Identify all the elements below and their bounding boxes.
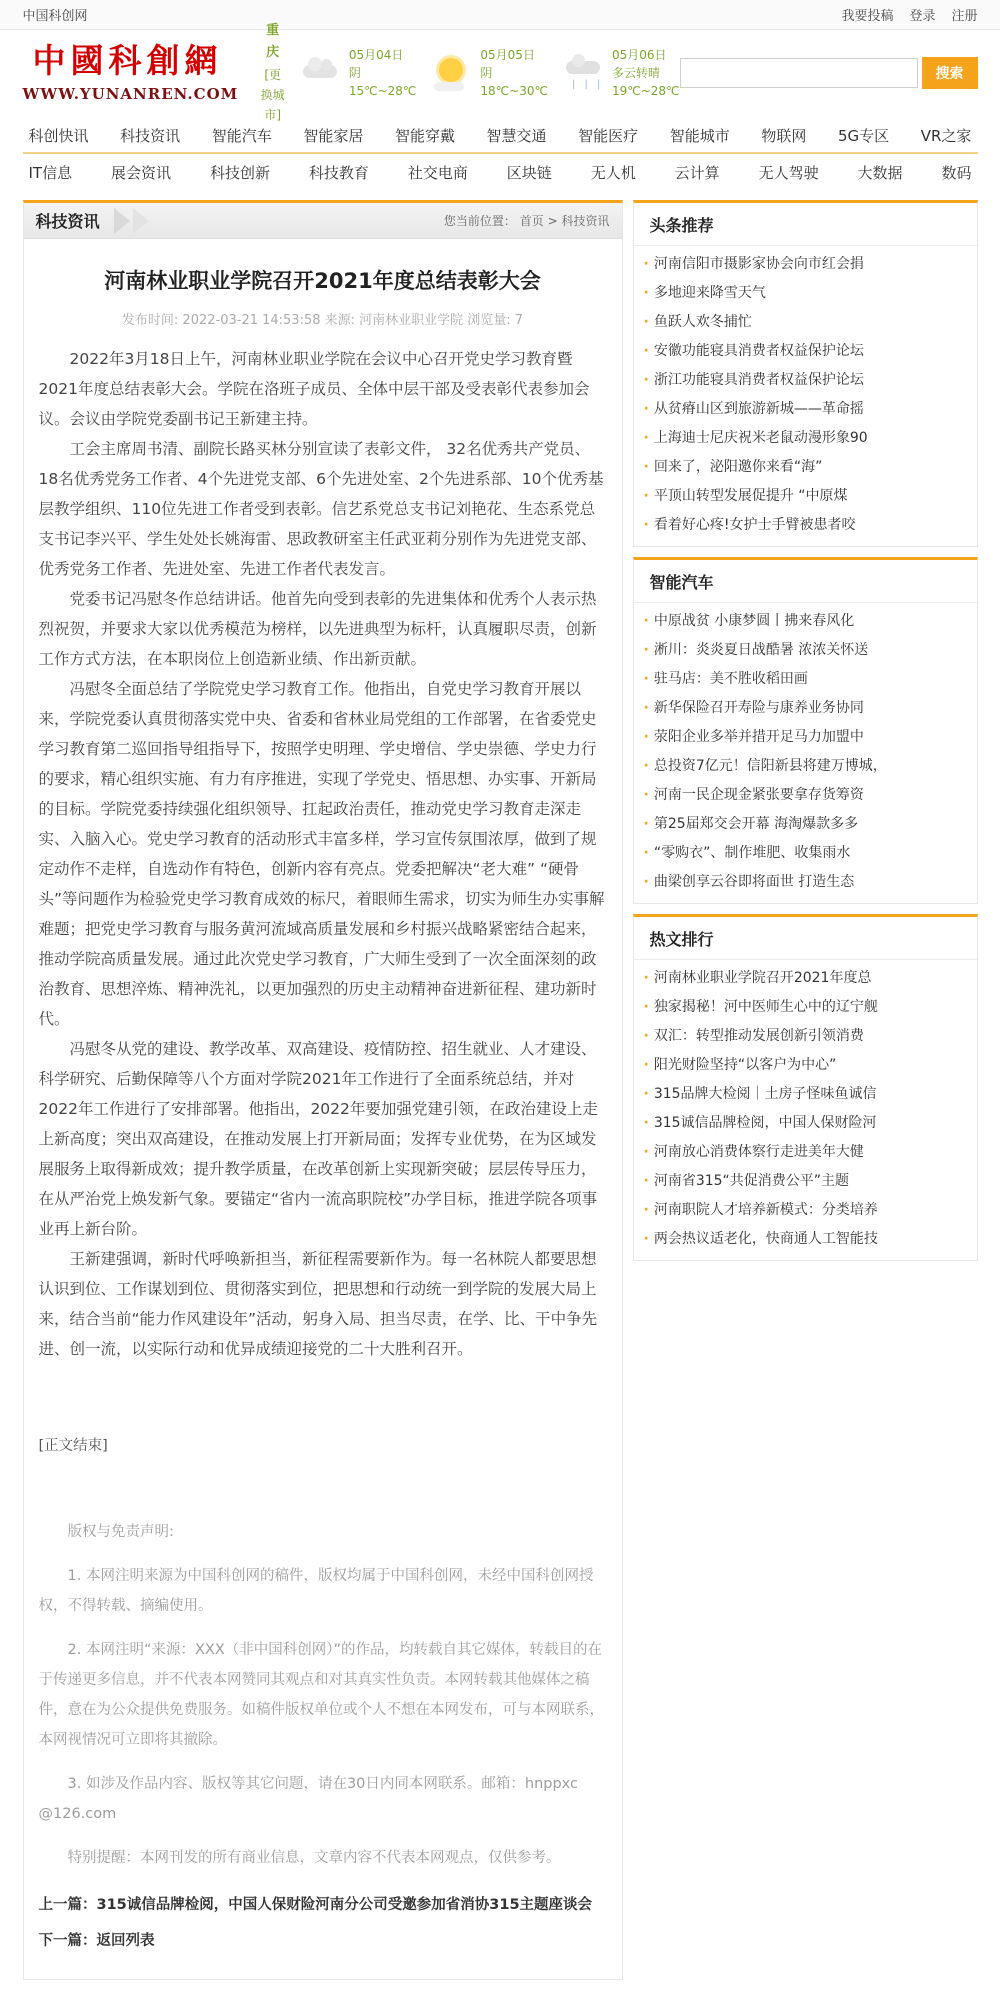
list-item[interactable] <box>644 1022 967 1051</box>
weather-city: 重庆 <box>266 23 280 61</box>
list-item[interactable] <box>644 395 967 424</box>
bullet-icon: · <box>643 1202 649 1218</box>
bullet-icon: · <box>643 613 649 629</box>
list-item[interactable] <box>644 1080 967 1109</box>
bullet-icon: · <box>643 845 649 861</box>
prev-next-nav <box>39 1887 607 1959</box>
disclaimer-line: 1. 本网注明来源为中国科创网的稿件，版权均属于中国科创网，未经中国科创网授权，不得转载、摘编使用。 <box>38 1568 594 1614</box>
logo-title: 中國科創網 <box>32 41 223 81</box>
rain-icon: | | | <box>562 53 606 93</box>
bullet-icon: · <box>643 1173 649 1189</box>
weather-temp: 19℃~28℃ <box>611 84 680 98</box>
breadcrumb <box>444 212 610 229</box>
sidebar-list <box>634 964 977 1254</box>
weather-condition: 阴 <box>480 66 493 80</box>
list-item[interactable] <box>644 964 967 993</box>
list-item-text: 安徽功能寝具消费者权益保护论坛 <box>653 343 864 359</box>
content-area <box>23 200 978 1980</box>
bullet-icon: · <box>643 1144 649 1160</box>
list-item[interactable] <box>644 868 967 897</box>
list-item-text: 河南信阳市摄影家协会向市红会捐 <box>653 256 864 272</box>
list-item[interactable] <box>644 482 967 511</box>
list-item-text: 上海迪士尼庆祝米老鼠动漫形象90 <box>653 430 868 446</box>
weather-date: 05月05日 <box>480 48 535 62</box>
list-item-text: 河南职院人才培养新模式：分类培养 <box>653 1202 878 1218</box>
list-item-text: 315诚信品牌检阅，中国人保财险河 <box>653 1115 877 1131</box>
bullet-icon: · <box>643 1057 649 1073</box>
nav-item[interactable]: 社交电商 <box>407 163 468 182</box>
nav-item[interactable]: 数码 <box>941 163 972 182</box>
bullet-icon: · <box>643 816 649 832</box>
change-city-link[interactable]: [更换城市] <box>260 67 285 123</box>
prev-label: 上一篇： <box>38 1897 97 1913</box>
list-item-text: 看着好心疼!女护士手臂被患者咬 <box>653 517 856 533</box>
list-item-text: “零购衣”、制作堆肥、收集雨水 <box>653 845 851 861</box>
next-article-row <box>39 1923 607 1959</box>
article-paragraph: 王新建强调，新时代呼唤新担当，新征程需要新作为。每一名林院人都要思想认识到位、工作谋划到位、贯彻落实到位，把思想和行动统一到学院的发展大局上来，结合当前“能力作风建设年”活动，躬身入局、担当尽责，在学、比、干中争先进、创一流，以实际行动和优异成绩迎接党的二十大胜利召开。 <box>38 1250 598 1358</box>
nav-item[interactable]: 5G专区 <box>837 126 890 145</box>
article-paragraph: 工会主席周书清、副院长路买林分别宣读了表彰文件， 32名优秀共产党员、18名优秀党务工作者、4个先进党支部、6个先进处室、2个先进系部、10个优秀基层教学组织、110位先进工作者受到表彰。信艺系党总支书记刘艳花、生态系党总支书记李兴平、学生处处长姚海雷、思政教研室主任武亚莉分别作为先进党支部、优秀党务工作者、先进处室、先进工作者代表发言。 <box>38 440 604 578</box>
list-item[interactable] <box>644 839 967 868</box>
list-item[interactable] <box>644 279 967 308</box>
sidebar <box>633 200 978 1261</box>
nav-item[interactable]: 物联网 <box>761 126 807 145</box>
list-item-text: 荥阳企业多举并措开足马力加盟中 <box>653 729 864 745</box>
article-paragraph: 2022年3月18日上午，河南林业职业学院在会议中心召开党史学习教育暨2021年度总结表彰大会。学院在洛班子成员、全体中层干部及受表彰代表参加会议。会议由学院党委副书记王新建主持。 <box>38 350 590 428</box>
bullet-icon: · <box>643 758 649 774</box>
list-item[interactable] <box>644 607 967 636</box>
section-header <box>24 203 622 239</box>
article-panel <box>23 200 623 1980</box>
list-item-text: 总投资7亿元！信阳新县将建万博城， <box>653 758 887 774</box>
nav-item[interactable]: 科技教育 <box>308 163 369 182</box>
list-item-text: 315品牌大检阅｜土房子怪味鱼诚信 <box>653 1086 877 1102</box>
list-item-text: 两会热议适老化，快商通人工智能技 <box>653 1231 878 1247</box>
disclaimer-line: 版权与免责声明: <box>67 1524 174 1540</box>
nav-item[interactable]: 云计算 <box>674 163 720 182</box>
article-end-mark: [正文结束] <box>38 1438 108 1454</box>
nav-item[interactable]: 大数据 <box>857 163 903 182</box>
list-item-text: 多地迎来降雪天气 <box>653 285 766 301</box>
weather-condition: 多云转晴 <box>611 66 660 80</box>
nav-row-2 <box>23 154 978 190</box>
list-item-text: 从贫瘠山区到旅游新城——革命摇 <box>653 401 864 417</box>
sidebar-box-title: 智能汽车 <box>634 560 977 603</box>
search-button[interactable]: 搜索 <box>922 57 978 89</box>
bullet-icon: · <box>643 256 649 272</box>
bullet-icon: · <box>643 285 649 301</box>
list-item-text: 第25届郑交会开幕 海淘爆款多多 <box>653 816 859 832</box>
site-logo[interactable] <box>22 41 239 104</box>
list-item[interactable] <box>644 453 967 482</box>
list-item-text: 河南省315“共促消费公平”主题 <box>653 1173 850 1189</box>
nav-item[interactable]: 智能穿戴 <box>394 126 455 145</box>
list-item[interactable] <box>644 250 967 279</box>
prev-article-row <box>39 1887 607 1923</box>
nav-item[interactable]: VR之家 <box>920 126 972 145</box>
disclaimer-line: 3. 如涉及作品内容、版权等其它问题，请在30日内同本网联系。邮箱：hnppxc @126.com <box>38 1776 578 1822</box>
search-input[interactable] <box>680 58 918 88</box>
list-item-text: 独家揭秘！河中医师生心中的辽宁舰 <box>653 999 878 1015</box>
site-name: 中国科创网 <box>22 9 88 24</box>
weather-temp: 15℃~28℃ <box>348 84 417 98</box>
topbar-links <box>841 5 977 24</box>
list-item[interactable] <box>644 810 967 839</box>
bullet-icon: · <box>643 874 649 890</box>
sidebar-box-title: 热文排行 <box>634 917 977 960</box>
nav-item[interactable]: IT信息 <box>28 163 73 182</box>
list-item-text: 河南林业职业学院召开2021年度总 <box>653 970 872 986</box>
disclaimer-line: 2. 本网注明“来源：XXX（非中国科创网）”的作品，均转载自其它媒体，转载目的在于传递更多信息，并不代表本网赞同其观点和对其真实性负责。本网转载其他媒体之稿件，意在为公众提供免费服务。如稿件版权单位或个人不想在本网发布，可与本网联系，本网视情况可立即将其撤除。 <box>38 1642 604 1748</box>
weather-condition: 阴 <box>348 66 361 80</box>
bullet-icon: · <box>643 372 649 388</box>
list-item[interactable] <box>644 511 967 540</box>
nav-item[interactable]: 智能家居 <box>303 126 364 145</box>
weather-date: 05月06日 <box>611 48 667 62</box>
list-item[interactable] <box>644 752 967 781</box>
bullet-icon: · <box>643 1231 649 1247</box>
article-meta: 发布时间: 2022-03-21 14:53:58 来源: 河南林业职业学院 浏览量: 7 <box>121 313 524 328</box>
list-item[interactable] <box>644 366 967 395</box>
bullet-icon: · <box>643 488 649 504</box>
article-body <box>39 344 607 1364</box>
bullet-icon: · <box>643 787 649 803</box>
list-item-text: 浙江功能寝具消费者权益保护论坛 <box>653 372 864 388</box>
list-item-text: 鱼跃人欢冬捕忙 <box>653 314 752 330</box>
search-bar <box>680 57 978 89</box>
nav-item[interactable]: 无人驾驶 <box>758 163 819 182</box>
list-item[interactable] <box>644 1167 967 1196</box>
weather-date: 05月04日 <box>348 48 404 62</box>
next-article-link[interactable]: 返回列表 <box>96 1933 155 1949</box>
chevron-right-icon <box>114 208 152 234</box>
list-item[interactable] <box>644 694 967 723</box>
nav-item[interactable]: 科技创新 <box>209 163 270 182</box>
bullet-icon: · <box>643 401 649 417</box>
bullet-icon: · <box>643 671 649 687</box>
sidebar-box-hot-articles <box>633 914 978 1261</box>
list-item-text: 河南一民企现金紧张要拿存货筹资 <box>653 787 864 803</box>
header <box>22 23 978 123</box>
bullet-icon: · <box>643 1028 649 1044</box>
article-paragraph: 冯慰冬从党的建设、教学改革、双高建设、疫情防控、招生就业、人才建设、科学研究、后勤保障等八个方面对学院2021年工作进行了全面系统总结，并对2022年工作进行了安排部署。他指出，2022年要加强党建引领，在政治建设上走上新高度；突出双高建设，在推动发展上打开新局面；发挥专业优势，在为区域发展服务上取得新成效；提升教学质量，在改革创新上实现新突破；层层传导压力，在从严治党上焕发新气象。要锚定“省内一流高职院校”办学目标，推进学院各项事业再上新台阶。 <box>38 1040 598 1238</box>
list-item[interactable] <box>644 723 967 752</box>
nav-item[interactable]: 智慧交通 <box>486 126 547 145</box>
bullet-icon: · <box>643 1086 649 1102</box>
breadcrumb-separator: > <box>547 214 562 228</box>
page-bottom-spacer <box>0 1980 1000 1998</box>
sidebar-box-title: 头条推荐 <box>634 203 977 246</box>
sidebar-list <box>634 250 977 540</box>
article-paragraph: 党委书记冯慰冬作总结讲话。他首先向受到表彰的先进集体和优秀个人表示热烈祝贺，并要求大家以优秀模范为榜样，以先进典型为标杆，认真履职尽责，创新工作方式方法，在本职岗位上创造新业绩、作出新贡献。 <box>38 590 597 668</box>
list-item[interactable] <box>644 424 967 453</box>
weather-day-2 <box>430 46 548 100</box>
list-item[interactable] <box>644 1138 967 1167</box>
copyright-disclaimer <box>39 1517 607 1873</box>
sidebar-box-smart-cars <box>633 557 978 904</box>
weather-widget <box>261 20 680 125</box>
register-link[interactable]: 注册 <box>951 9 978 24</box>
list-item[interactable] <box>644 1225 967 1254</box>
list-item-text: 新华保险召开寿险与康养业务协同 <box>653 700 864 716</box>
list-item[interactable] <box>644 1051 967 1080</box>
main-nav <box>23 118 978 190</box>
list-item[interactable] <box>644 665 967 694</box>
nav-item[interactable]: 科创快讯 <box>28 126 89 145</box>
list-item-text: 曲梁创享云谷即将面世 打造生态 <box>653 874 855 890</box>
article-title: 河南林业职业学院召开2021年度总结表彰大会 <box>104 269 541 293</box>
breadcrumb-current: 科技资讯 <box>561 214 610 228</box>
list-item-text: 阳光财险坚持“以客户为中心” <box>653 1057 837 1073</box>
bullet-icon: · <box>643 430 649 446</box>
bullet-icon: · <box>643 459 649 475</box>
bullet-icon: · <box>643 314 649 330</box>
nav-item[interactable]: 展会资讯 <box>111 163 172 182</box>
logo-url: WWW.YUNANREN.COM <box>22 85 239 104</box>
article <box>24 239 622 1979</box>
bullet-icon: · <box>643 517 649 533</box>
bullet-icon: · <box>643 729 649 745</box>
sun-icon <box>430 53 474 93</box>
disclaimer-line: 特别提醒：本网刊发的所有商业信息，文章内容不代表本网观点，仅供参考。 <box>67 1850 561 1866</box>
list-item[interactable] <box>644 308 967 337</box>
submit-article-link[interactable]: 我要投稿 <box>841 9 894 24</box>
nav-item[interactable]: 智能汽车 <box>211 126 272 145</box>
weather-day-3 <box>562 46 680 100</box>
weather-temp: 18℃~30℃ <box>480 84 548 98</box>
sidebar-list <box>634 607 977 897</box>
list-item[interactable] <box>644 1196 967 1225</box>
breadcrumb-prefix: 您当前位置： <box>443 214 516 228</box>
bullet-icon: · <box>643 700 649 716</box>
login-link[interactable]: 登录 <box>909 9 936 24</box>
breadcrumb-home-link[interactable]: 首页 <box>519 214 544 228</box>
list-item-text: 驻马店：美不胜收稻田画 <box>653 671 808 687</box>
nav-item[interactable]: 智能城市 <box>669 126 730 145</box>
list-item[interactable] <box>644 337 967 366</box>
bullet-icon: · <box>643 343 649 359</box>
list-item-text: 平顶山转型发展促提升 “中原煤 <box>653 488 848 504</box>
list-item-text: 双汇：转型推动发展创新引领消费 <box>653 1028 864 1044</box>
list-item[interactable] <box>644 781 967 810</box>
bullet-icon: · <box>643 970 649 986</box>
nav-item[interactable]: 无人机 <box>590 163 636 182</box>
list-item-text: 回来了，泌阳邀你来看“海” <box>653 459 823 475</box>
list-item[interactable] <box>644 636 967 665</box>
nav-item[interactable]: 智能医疗 <box>578 126 639 145</box>
list-item-text: 河南放心消费体察行走进美年大健 <box>653 1144 864 1160</box>
cloud-icon <box>299 53 343 93</box>
prev-article-link[interactable]: 315诚信品牌检阅，中国人保财险河南分公司受邀参加省消协315主题座谈会 <box>96 1897 593 1913</box>
list-item-text: 中原战贫 小康梦圆丨拂来春风化 <box>653 613 855 629</box>
list-item[interactable] <box>644 1109 967 1138</box>
bullet-icon: · <box>643 999 649 1015</box>
weather-day-1 <box>299 46 417 100</box>
nav-item[interactable]: 区块链 <box>506 163 552 182</box>
list-item[interactable] <box>644 993 967 1022</box>
sidebar-box-headlines <box>633 200 978 547</box>
article-paragraph: 冯慰冬全面总结了学院党史学习教育工作。他指出，自党史学习教育开展以来，学院党委认真贯彻落实党中央、省委和省林业局党组的工作部署，在省委党史学习教育第二巡回指导组指导下，按照学史明理、学史增信、学史崇德、学史力行的要求，精心组织实施、有力有序推进，实现了学党史、悟思想、办实事、开新局的目标。学院党委持续强化组织领导、扛起政治责任，推动党史学习教育走深走实、入脑入心。党史学习教育的活动形式丰富多样，学习宣传氛围浓厚，做到了规定动作不走样，自选动作有特色，创新内容有亮点。党委把解决“老大难” “硬骨头”等问题作为检验党史学习教育成效的标尺，着眼师生需求，切实为师生办实事解难题；把党史学习教育与服务黄河流域高质量发展和乡村振兴战略紧密结合起来，推动学院高质量发展。通过此次党史学习教育，广大师生受到了一次全面深刻的政治教育、思想淬炼、精神洗礼，以更加强烈的历史主动精神奋进新征程、建功新时代。 <box>38 680 605 1028</box>
list-item-text: 淅川：炎炎夏日战酷暑 浓浓关怀送 <box>653 642 869 658</box>
nav-item[interactable]: 科技资讯 <box>120 126 181 145</box>
bullet-icon: · <box>643 642 649 658</box>
bullet-icon: · <box>643 1115 649 1131</box>
section-title: 科技资讯 <box>35 212 100 231</box>
next-label: 下一篇： <box>38 1933 97 1949</box>
